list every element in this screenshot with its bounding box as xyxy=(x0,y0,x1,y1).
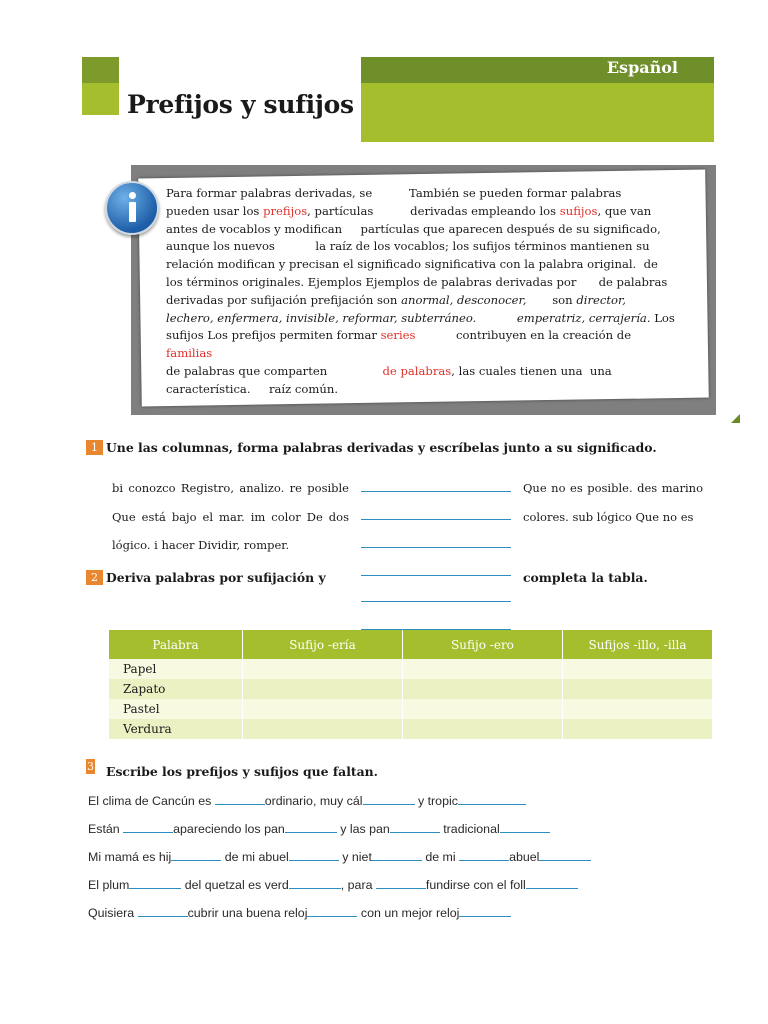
info-line xyxy=(166,238,656,256)
table-cell-word: Verdura xyxy=(109,719,243,739)
info-text-run: derivadas por sufijación prefijación son xyxy=(166,292,402,307)
info-text-run: Para formar palabras derivadas, se También se pueden formar palabras xyxy=(166,186,622,200)
sentence-text: fundirse con el foll xyxy=(425,878,526,892)
info-text-run: relación modifican y precisan el significado significativa con la palabra original. de xyxy=(166,257,658,272)
exercise-3-number: 3 xyxy=(87,760,94,773)
table-cell-word: Papel xyxy=(109,659,243,679)
table-header: Sufijos -illo, -illa xyxy=(563,630,713,659)
info-text-run: Los xyxy=(650,310,675,325)
sentence-text: El plum xyxy=(88,878,130,892)
blank[interactable] xyxy=(307,905,357,917)
info-text-run: , las cuales tienen una una xyxy=(451,363,612,378)
info-text-run: sufijos Los prefijos permiten formar xyxy=(166,328,381,343)
info-line xyxy=(166,203,656,221)
subject-label: Español xyxy=(606,58,678,77)
highlight-term: series xyxy=(380,328,416,343)
table-cell-input[interactable] xyxy=(243,719,403,739)
table-header: Sufijo -ería xyxy=(243,630,403,659)
table-header: Palabra xyxy=(109,630,243,659)
sentence-3 xyxy=(88,849,591,864)
blank[interactable] xyxy=(539,849,591,861)
info-line xyxy=(166,327,656,345)
info-text-run: contribuyen en la creación de xyxy=(415,328,632,343)
info-text-run: emperatriz, cerrajería. xyxy=(516,310,651,325)
sentence-text: Mi mamá es hij xyxy=(88,850,172,864)
info-line xyxy=(166,345,656,363)
sentence-text: con un mejor reloj xyxy=(357,906,460,920)
table-cell-input[interactable] xyxy=(243,699,403,719)
sentence-text: de mi xyxy=(421,850,460,864)
info-text-run: los términos originales. Ejemplos Ejemplos de palabras derivadas por de palabras xyxy=(166,274,668,289)
info-line xyxy=(166,363,656,381)
sentence-text: El clima de Cancún es xyxy=(88,794,215,808)
derivation-table xyxy=(109,630,713,739)
table-cell-input[interactable] xyxy=(563,659,713,679)
blank[interactable] xyxy=(458,793,526,805)
sentence-text: y niet xyxy=(338,850,372,864)
table-cell-input[interactable] xyxy=(563,719,713,739)
blank[interactable] xyxy=(285,821,337,833)
info-text-run: lechero, enfermera, invisible, reformar, subterráneo. xyxy=(166,310,477,325)
blank[interactable] xyxy=(459,905,511,917)
blank[interactable] xyxy=(215,793,265,805)
page-title: Prefijos y sufijos xyxy=(127,90,354,119)
blank[interactable] xyxy=(526,877,578,889)
info-text-run: antes de vocablos y modifican partículas que aparecen después de su significado, xyxy=(166,221,661,236)
answer-line[interactable] xyxy=(361,491,511,492)
table-cell-input[interactable] xyxy=(403,659,563,679)
highlight-term: prefijos xyxy=(263,203,308,218)
blank[interactable] xyxy=(376,877,426,889)
sentence-text: y tropic xyxy=(414,794,458,808)
info-text-run xyxy=(476,311,517,325)
highlight-term: de palabras xyxy=(382,363,452,378)
info-text-run: , que van xyxy=(597,203,652,218)
blank[interactable] xyxy=(459,849,509,861)
info-line xyxy=(166,292,656,310)
blank[interactable] xyxy=(129,877,181,889)
info-line xyxy=(166,381,656,399)
table-header: Sufijo -ero xyxy=(403,630,563,659)
blank[interactable] xyxy=(500,821,550,833)
sentence-1 xyxy=(88,793,526,808)
highlight-term: familias xyxy=(166,346,213,361)
blank[interactable] xyxy=(289,849,339,861)
sentence-text: y las pan xyxy=(336,822,390,836)
answer-line[interactable] xyxy=(361,601,511,602)
sentence-text: abuel xyxy=(509,850,540,864)
exercise-1-number: 1 xyxy=(86,440,103,455)
info-line xyxy=(166,274,668,292)
blank[interactable] xyxy=(289,877,341,889)
sentence-text: cubrir una buena reloj xyxy=(187,906,308,920)
table-cell-word: Zapato xyxy=(109,679,243,699)
info-text-run: aunque los nuevos la raíz de los vocablos; los sufijos términos mantienen su xyxy=(166,239,650,254)
blank[interactable] xyxy=(123,821,173,833)
exercise-1-title: Une las columnas, forma palabras derivadas y escríbelas junto a su significado. xyxy=(106,440,657,455)
info-text xyxy=(166,185,675,399)
info-text-run: director, xyxy=(576,292,626,307)
exercise-2-number: 2 xyxy=(86,570,103,585)
info-icon xyxy=(105,181,159,235)
sentence-text: Quisiera xyxy=(88,906,138,920)
sentence-text: apareciendo los pan xyxy=(173,822,285,836)
table-row xyxy=(109,719,713,739)
sentence-text: , para xyxy=(340,878,376,892)
info-line xyxy=(166,221,661,239)
answer-line[interactable] xyxy=(361,575,511,576)
table-cell-input[interactable] xyxy=(243,659,403,679)
header-accent-top xyxy=(82,57,119,83)
info-text-run: , partículas derivadas empleando los xyxy=(307,203,560,218)
table-cell-input[interactable] xyxy=(243,679,403,699)
sentence-text: de mi abuel xyxy=(221,850,289,864)
exercise-2-title: Deriva palabras por sufijación y xyxy=(106,570,326,585)
sentence-text: Están xyxy=(88,822,124,836)
table-cell-word: Pastel xyxy=(109,699,243,719)
exercise-3-title: Escribe los prefijos y sufijos que faltan. xyxy=(106,764,378,779)
table-row xyxy=(109,699,713,719)
sentence-5 xyxy=(88,905,511,920)
sentence-text: del quetzal es verd xyxy=(181,878,289,892)
blank[interactable] xyxy=(363,793,415,805)
exercise-2-title-end: completa la tabla. xyxy=(523,570,648,585)
table-cell-input[interactable] xyxy=(563,679,713,699)
sentence-2 xyxy=(88,821,550,836)
info-text-run: anormal, desconocer, xyxy=(401,292,527,307)
blank[interactable] xyxy=(372,849,422,861)
sentence-text: tradicional xyxy=(439,822,500,836)
info-text-run: de palabras que comparten xyxy=(166,363,383,378)
answer-line[interactable] xyxy=(361,519,511,520)
info-line xyxy=(166,185,656,203)
info-line xyxy=(166,256,656,274)
table-cell-input[interactable] xyxy=(403,679,563,699)
subject-band-bottom xyxy=(361,83,714,142)
exercise-1-left-column: bi conozco Registro, analizo. re posible Que está bajo el mar. im color De dos lógico. i hacer Dividir, romper. xyxy=(112,481,349,552)
blank[interactable] xyxy=(138,905,188,917)
table-cell-input[interactable] xyxy=(403,699,563,719)
answer-line[interactable] xyxy=(361,547,511,548)
header-accent-bottom xyxy=(82,83,119,115)
info-text-run: característica. raíz común. xyxy=(166,381,338,396)
info-text-run: pueden usar los xyxy=(166,203,264,218)
table-cell-input[interactable] xyxy=(403,719,563,739)
corner-triangle xyxy=(731,414,740,423)
blank[interactable] xyxy=(390,821,440,833)
info-text-run: son xyxy=(526,292,577,307)
highlight-term: sufijos xyxy=(559,203,598,218)
blank[interactable] xyxy=(171,849,221,861)
info-line xyxy=(166,310,675,328)
sentence-4 xyxy=(88,877,578,892)
table-row xyxy=(109,659,713,679)
table-cell-input[interactable] xyxy=(563,699,713,719)
sentence-text: ordinario, muy cál xyxy=(264,794,363,808)
exercise-1-right-column: Que no es posible. des marino colores. sub lógico Que no es xyxy=(523,481,703,524)
table-row xyxy=(109,679,713,699)
